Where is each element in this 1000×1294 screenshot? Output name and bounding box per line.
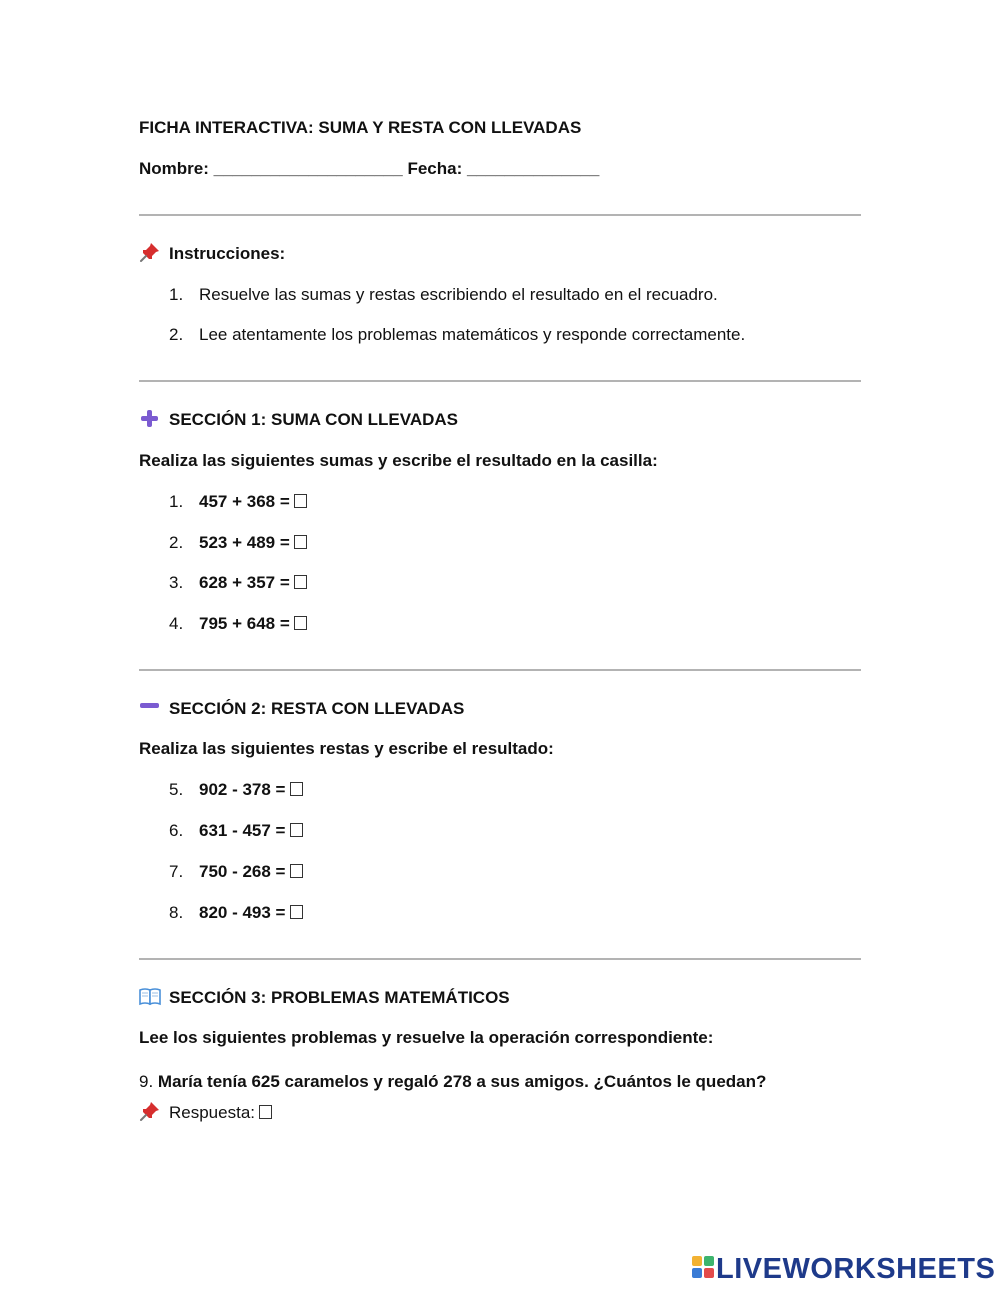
answer-box[interactable]	[294, 535, 307, 549]
item-number: 2.	[169, 325, 184, 344]
minus-icon	[139, 697, 161, 717]
divider	[139, 214, 861, 216]
answer-box[interactable]	[294, 616, 307, 630]
exercise-expression: 795 + 648 =	[199, 614, 290, 633]
instructions-heading-text: Instrucciones:	[169, 244, 286, 263]
problem-text: María tenía 625 caramelos y regaló 278 a sus amigos. ¿Cuántos le quedan?	[157, 1072, 767, 1091]
section2-heading-text: SECCIÓN 2: RESTA CON LLEVADAS	[169, 699, 465, 718]
exercise-item	[169, 902, 303, 924]
exercise-expression: 631 - 457 =	[199, 821, 286, 840]
problem-item	[139, 1071, 766, 1093]
item-number: 3.	[169, 573, 184, 592]
answer-box[interactable]	[294, 575, 307, 589]
exercise-expression: 457 + 368 =	[199, 492, 290, 511]
exercise-expression: 750 - 268 =	[199, 862, 286, 881]
exercise-expression: 820 - 493 =	[199, 903, 286, 922]
problem-number: 9.	[139, 1072, 154, 1091]
exercise-item	[169, 820, 303, 842]
divider	[139, 380, 861, 382]
answer-row	[139, 1101, 272, 1124]
pushpin-icon	[139, 242, 161, 262]
section3-heading	[139, 986, 510, 1009]
list-item	[169, 324, 745, 346]
date-field[interactable]: Fecha: ______________	[407, 159, 600, 178]
item-number: 8.	[169, 903, 184, 922]
answer-box[interactable]	[290, 823, 303, 837]
plus-icon	[139, 408, 161, 428]
answer-box[interactable]	[259, 1105, 272, 1119]
answer-box[interactable]	[290, 782, 303, 796]
exercise-expression: 523 + 489 =	[199, 533, 290, 552]
exercise-item	[169, 861, 303, 883]
divider	[139, 958, 861, 960]
item-number: 1.	[169, 285, 184, 304]
item-number: 6.	[169, 821, 184, 840]
name-field[interactable]: Nombre: ____________________	[139, 159, 403, 178]
section1-heading-text: SECCIÓN 1: SUMA CON LLEVADAS	[169, 410, 459, 429]
item-number: 1.	[169, 492, 184, 511]
answer-box[interactable]	[290, 864, 303, 878]
student-fields	[139, 158, 599, 180]
book-icon	[139, 986, 161, 1006]
item-number: 2.	[169, 533, 184, 552]
item-text: Lee atentamente los problemas matemáticos y responde correctamente.	[199, 325, 746, 344]
instructions-heading	[139, 242, 285, 265]
pushpin-icon	[139, 1101, 161, 1121]
exercise-item	[169, 572, 307, 594]
item-text: Resuelve las sumas y restas escribiendo el resultado en el recuadro.	[199, 285, 718, 304]
answer-box[interactable]	[290, 905, 303, 919]
section3-prompt: Lee los siguientes problemas y resuelve la operación correspondiente:	[139, 1028, 714, 1047]
section1-heading	[139, 408, 458, 431]
exercise-item	[169, 532, 307, 554]
liveworksheets-logo	[692, 1253, 995, 1285]
section2-heading	[139, 697, 464, 720]
logo-mark-icon	[692, 1256, 714, 1278]
exercise-item	[169, 779, 303, 801]
section2-prompt: Realiza las siguientes restas y escribe el resultado:	[139, 739, 554, 758]
section3-heading-text: SECCIÓN 3: PROBLEMAS MATEMÁTICOS	[169, 988, 510, 1007]
logo-text: LIVEWORKSHEETS	[716, 1253, 996, 1285]
worksheet-title: FICHA INTERACTIVA: SUMA Y RESTA CON LLEVADAS	[139, 118, 582, 137]
section1-prompt: Realiza las siguientes sumas y escribe el resultado en la casilla:	[139, 451, 658, 470]
exercise-item	[169, 613, 307, 635]
list-item	[169, 284, 718, 306]
exercise-expression: 628 + 357 =	[199, 573, 290, 592]
divider	[139, 669, 861, 671]
item-number: 5.	[169, 780, 184, 799]
item-number: 4.	[169, 614, 184, 633]
answer-label: Respuesta:	[169, 1103, 255, 1122]
answer-box[interactable]	[294, 494, 307, 508]
exercise-expression: 902 - 378 =	[199, 780, 286, 799]
exercise-item	[169, 491, 307, 513]
item-number: 7.	[169, 862, 184, 881]
